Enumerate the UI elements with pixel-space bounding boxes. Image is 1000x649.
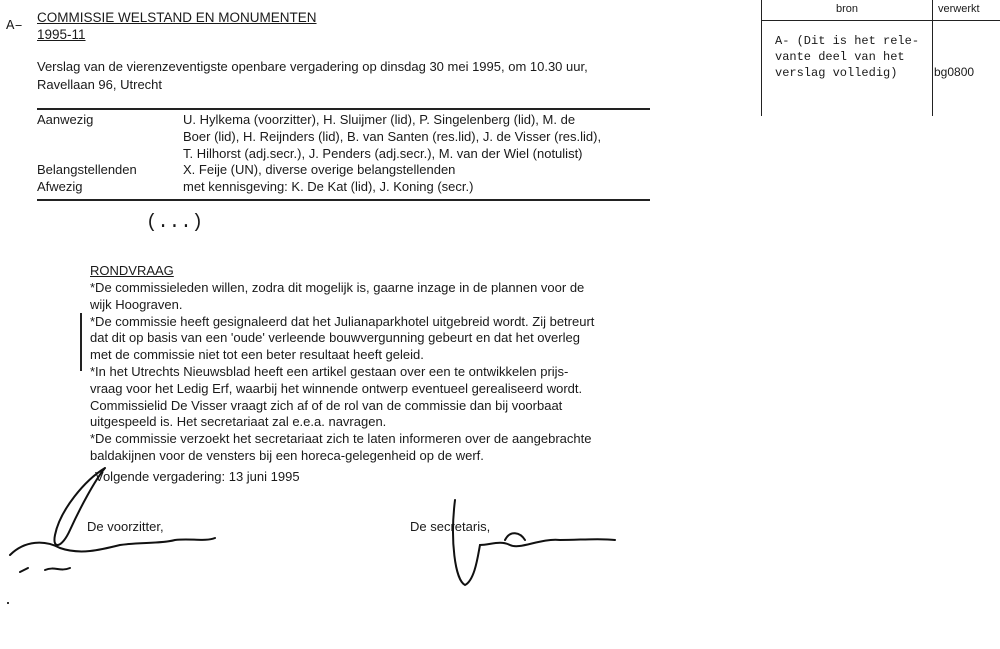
row-label: Aanwezig <box>37 112 94 127</box>
row-value: T. Hilhorst (adj.secr.), J. Penders (adj.secr.), M. van der Wiel (notulist) <box>183 145 583 161</box>
document-title: COMMISSIE WELSTAND EN MONUMENTEN <box>37 10 317 25</box>
source-note-line: verslag volledig) <box>775 66 898 80</box>
text-line: baldakijnen voor de vensters bij een horeca-gelegenheid op de werf. <box>90 447 484 463</box>
text-line: met de commissie niet tot een beter resultaat heeft geleid. <box>90 347 424 363</box>
source-note <box>775 33 919 81</box>
processed-code: bg0800 <box>934 65 975 79</box>
text-line: dat dit op basis van een 'oude' verleende bouwvergunning gebeurt en dat het overleg <box>90 330 580 346</box>
marker: A– <box>6 18 23 34</box>
secretary-signature <box>453 500 615 585</box>
table-bottom-rule <box>37 199 650 201</box>
section-heading: RONDVRAAG <box>90 263 174 278</box>
col-header-bron: bron <box>835 3 859 15</box>
source-note-line: vante deel van het <box>775 50 905 64</box>
intro-line: Ravellaan 96, Utrecht <box>37 77 163 92</box>
row-label: Afwezig <box>37 179 83 195</box>
text-line: *De commissie heeft gesignaleerd dat het Julianaparkhotel uitgebreid wordt. Zij betreurt <box>90 313 595 329</box>
text-line: wijk Hoograven. <box>90 296 183 312</box>
scan-speck <box>7 602 9 604</box>
box-header-rule <box>761 20 1000 21</box>
text-line: Commissielid De Visser vraagt zich af of de rol van de commissie dan bij voorbaat <box>90 397 563 413</box>
box-mid-rule <box>932 0 933 116</box>
text-line: *De commissie verzoekt het secretariaat zich te laten informeren over de aangebrachte <box>90 431 592 447</box>
box-left-rule <box>761 0 762 116</box>
row-value: Boer (lid), H. Reijnders (lid), B. van Santen (res.lid), J. de Visser (res.lid), <box>183 128 602 144</box>
rondvraag-body <box>90 280 594 465</box>
row-label: Belangstellenden <box>37 162 137 178</box>
col-header-verwerkt: verwerkt <box>938 3 980 15</box>
text-line: *De commissieleden willen, zodra dit mogelijk is, gaarne inzage in de plannen voor de <box>90 280 585 295</box>
table-top-rule <box>37 108 650 110</box>
margin-bar <box>80 313 82 371</box>
row-value: met kennisgeving: K. De Kat (lid), J. Koning (secr.) <box>183 179 474 195</box>
next-meeting: Volgende vergadering: 13 juni 1995 <box>95 469 300 484</box>
text-line: vraag voor het Ledig Erf, waarbij het winnende ontwerp eventueel gerealiseerd wordt. <box>90 380 583 396</box>
source-note-line: A- (Dit is het rele- <box>775 34 920 48</box>
chair-signature <box>54 468 105 545</box>
text-line: *In het Utrechts Nieuwsblad heeft een artikel gestaan over een te ontwikkelen prijs- <box>90 363 569 379</box>
intro-line: Verslag van de vierenzeventigste openbare vergadering op dinsdag 30 mei 1995, om 10.30 uur, <box>37 59 588 74</box>
ellipsis: (...) <box>146 211 204 233</box>
handwritten-signatures <box>0 460 700 610</box>
document-number: 1995-11 <box>37 27 86 42</box>
chair-label: De voorzitter, <box>87 519 164 534</box>
text-line: uitgespeeld is. Het secretariaat zal e.e.a. navragen. <box>90 414 387 430</box>
row-value: U. Hylkema (voorzitter), H. Sluijmer (lid), P. Singelenberg (lid), M. de <box>183 112 576 127</box>
row-value: X. Feije (UN), diverse overige belangstellenden <box>183 162 456 178</box>
secretary-label: De secretaris, <box>410 519 491 534</box>
